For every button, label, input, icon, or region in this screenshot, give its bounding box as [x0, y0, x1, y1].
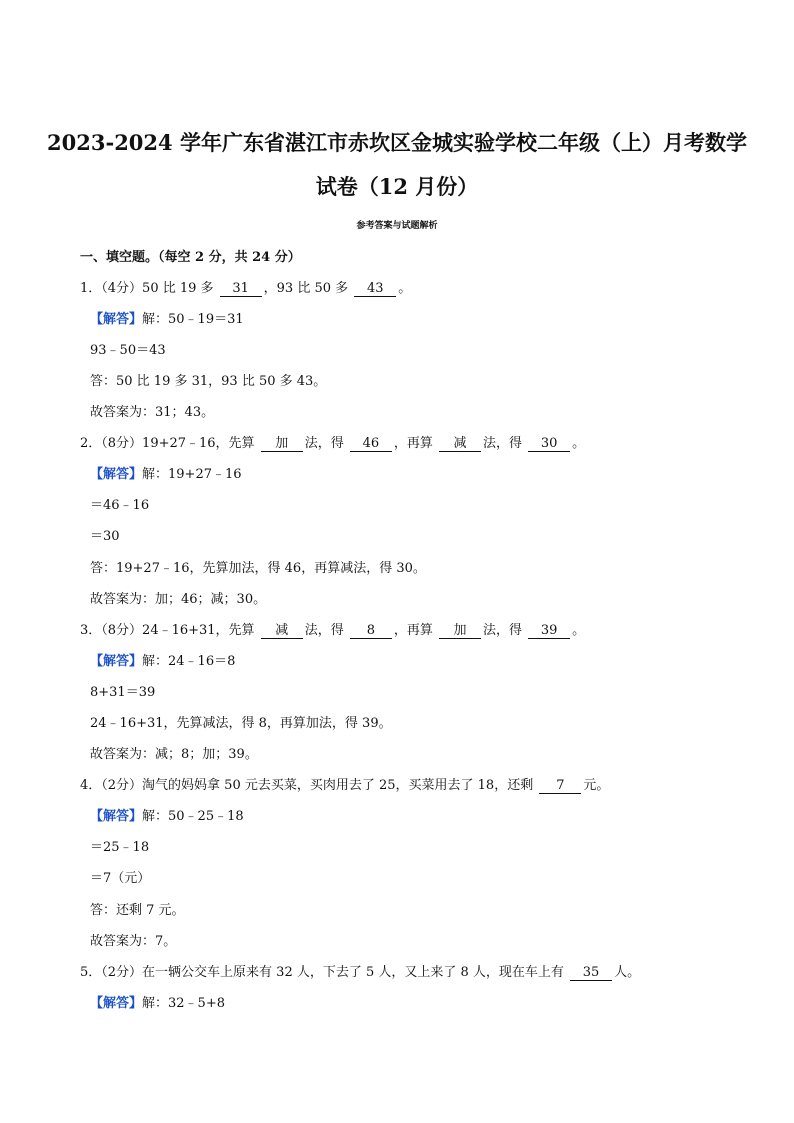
q4-text: 4．（2分）淘气的妈妈拿 50 元去买菜，买肉用去了 25，买菜用去了 18，还剩	[80, 778, 538, 793]
q2-solution-text: 解：19+27﹣16	[142, 467, 242, 482]
q3-answer-blank-4: 39	[528, 623, 570, 639]
page-subtitle: 参考答案与试题解析	[356, 221, 438, 231]
q4-text: 元。	[583, 778, 610, 793]
q1-answer-blank-1: 31	[220, 281, 262, 297]
q1-solution-line: 93﹣50＝43	[90, 343, 166, 358]
q3-answer-blank-2: 8	[350, 623, 392, 639]
q5-solution-text: 解：32﹣5+8	[142, 996, 225, 1011]
q2-answer-blank-1: 加	[261, 436, 303, 452]
q1-text: 1．（4分）50 比 19 多	[80, 281, 218, 296]
q3-solution-line: 8+31＝39	[90, 685, 156, 700]
q3-text: 。	[572, 623, 586, 638]
q2-answer-blank-2: 46	[350, 436, 392, 452]
q3-solution-line: 24﹣16+31，先算减法，得 8，再算加法，得 39。	[90, 716, 392, 731]
q2-solution-line: 答：19+27﹣16，先算加法，得 46，再算减法，得 30。	[90, 561, 426, 576]
q1-solution-tag: 【解答】	[90, 312, 143, 327]
q1-solution-line	[90, 312, 244, 328]
q4-solution-line: ＝25﹣18	[90, 840, 150, 855]
q5-text: 5．（2分）在一辆公交车上原来有 32 人，下去了 5 人，又上来了 8 人，现在车上有	[80, 965, 569, 980]
q2-solution-line: ＝46﹣16	[90, 498, 150, 513]
q1-solution-line: 答：50 比 19 多 31，93 比 50 多 43。	[90, 374, 327, 389]
question-2	[80, 436, 585, 452]
q1-solution-line: 故答案为：31；43。	[90, 405, 215, 420]
question-4	[80, 778, 609, 794]
page-title-line1: 2023-2024 学年广东省湛江市赤坎区金城实验学校二年级（上）月考数学	[47, 130, 747, 155]
q3-text: 法，得	[304, 623, 348, 638]
q2-solution-line: 故答案为：加；46；减；30。	[90, 592, 267, 607]
q3-text: 3．（8分）24﹣16+31，先算	[80, 623, 259, 638]
q1-text: 。	[398, 281, 412, 296]
q1-solution-text: 解：50﹣19＝31	[142, 312, 244, 327]
q4-solution-line: 故答案为：7。	[90, 934, 177, 949]
section-heading: 一、填空题。（每空 2 分，共 24 分）	[80, 250, 301, 265]
q2-answer-blank-4: 30	[528, 436, 570, 452]
q2-solution-line: ＝30	[90, 529, 120, 544]
q2-text: 法，得	[304, 436, 348, 451]
q3-solution-line: 故答案为：减；8；加；39。	[90, 747, 258, 762]
q4-solution-line: 答：还剩 7 元。	[90, 903, 185, 918]
q5-solution-line	[90, 996, 225, 1012]
q2-solution-tag: 【解答】	[90, 467, 143, 482]
q2-solution-line	[90, 467, 242, 483]
question-3	[80, 623, 585, 639]
q3-solution-text: 解：24﹣16＝8	[142, 654, 236, 669]
q3-solution-line	[90, 654, 235, 670]
q1-text: ，93 比 50 多	[263, 281, 353, 296]
q3-solution-tag: 【解答】	[90, 654, 143, 669]
q3-text: ，再算	[393, 623, 437, 638]
q5-text: 人。	[614, 965, 641, 980]
q2-text: 2．（8分）19+27﹣16，先算	[80, 436, 259, 451]
q2-text: ，再算	[393, 436, 437, 451]
q4-answer-blank-1: 7	[539, 778, 581, 794]
q2-text: 。	[572, 436, 586, 451]
q2-text: 法，得	[482, 436, 527, 451]
q1-answer-blank-2: 43	[354, 281, 396, 297]
q4-solution-tag: 【解答】	[90, 809, 143, 824]
page-title-line2: 试卷（12 月份）	[315, 174, 479, 199]
q5-solution-tag: 【解答】	[90, 996, 143, 1011]
q4-solution-line	[90, 809, 244, 825]
q3-answer-blank-1: 减	[261, 623, 303, 639]
q4-solution-line: ＝7（元）	[90, 871, 151, 886]
q3-answer-blank-3: 加	[439, 623, 481, 639]
question-5	[80, 965, 640, 981]
q4-solution-text: 解：50﹣25﹣18	[142, 809, 244, 824]
question-1	[80, 281, 411, 297]
q5-answer-blank-1: 35	[570, 965, 612, 981]
q3-text: 法，得	[482, 623, 527, 638]
q2-answer-blank-3: 减	[439, 436, 481, 452]
